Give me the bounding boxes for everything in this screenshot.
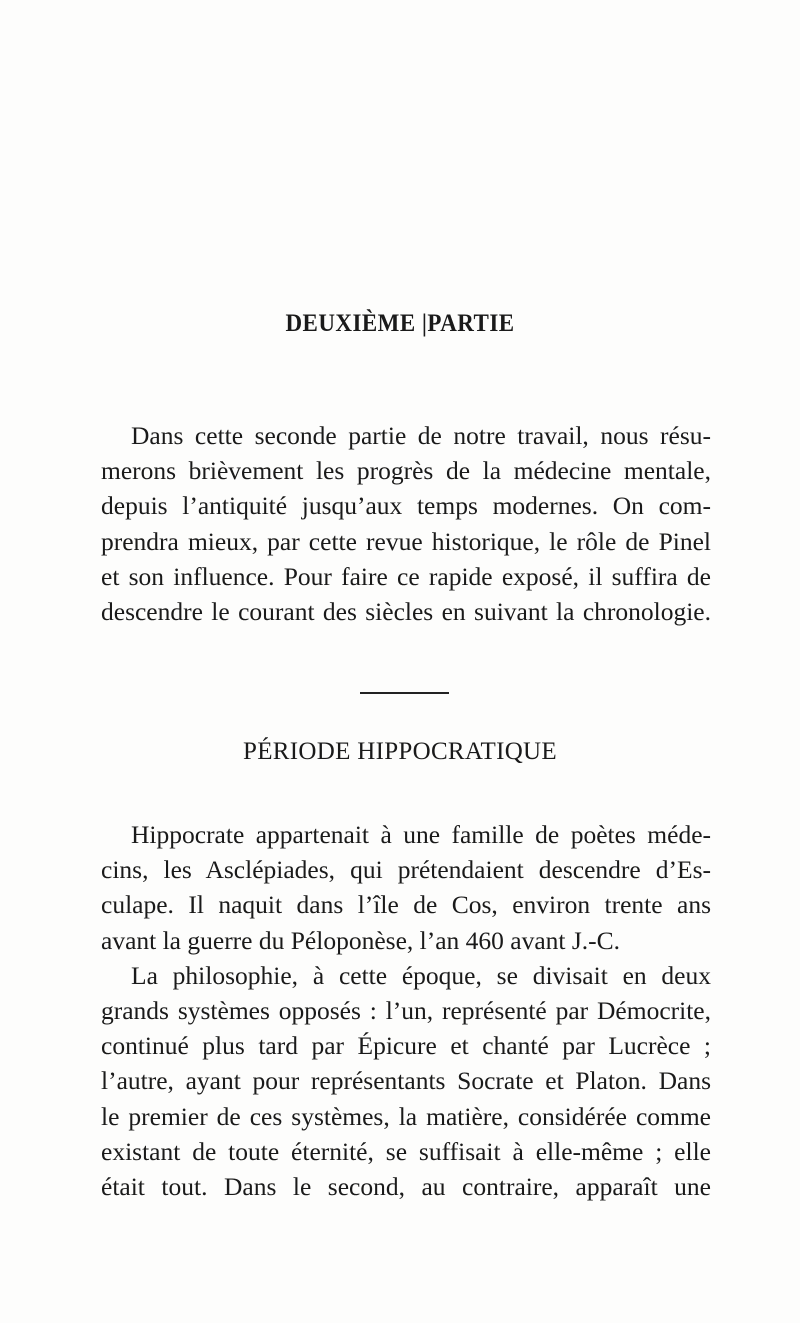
text-line: prendra mieux, par cette revue historique, le rôle de Pinel	[101, 526, 711, 556]
part-title: DEUXIÈME |PARTIE	[285, 310, 515, 337]
text-line: le premier de ces systèmes, la matière, considérée comme	[101, 1101, 711, 1131]
text-line: Hippocrate appartenait à une famille de poètes méde-	[131, 820, 711, 849]
text-line: culape. Il naquit dans l’île de Cos, environ trente ans	[101, 890, 711, 920]
text-line: grands systèmes opposés : l’un, représenté par Démocrite,	[101, 996, 711, 1026]
text-line: avant la guerre du Péloponèse, l’an 460 avant J.-C.	[101, 925, 621, 955]
section-divider	[360, 692, 449, 694]
text-line: était tout. Dans le second, au contraire, apparaît une	[101, 1172, 711, 1202]
text-line: Dans cette seconde partie de notre travail, nous résu-	[131, 421, 711, 450]
text-line: et son influence. Pour faire ce rapide exposé, il suffira de	[101, 561, 711, 591]
section-title: PÉRIODE HIPPOCRATIQUE	[243, 738, 557, 765]
text-line: existant de toute éternité, se suffisait à elle-même ; elle	[101, 1136, 711, 1166]
text-line: l’autre, ayant pour représentants Socrate et Platon. Dans	[101, 1066, 711, 1096]
text-line: continué plus tard par Épicure et chanté par Lucrèce ;	[101, 1031, 711, 1061]
text-line: La philosophie, à cette époque, se divisait en deux	[131, 960, 711, 990]
body-text	[101, 817, 711, 1204]
text-line: cins, les Asclépiades, qui prétendaient descendre d’Es-	[101, 855, 711, 885]
text-line: descendre le courant des siècles en suivant la chronologie.	[101, 597, 711, 627]
intro-paragraph	[101, 418, 711, 629]
text-line: depuis l’antiquité jusqu’aux temps modernes. On com-	[101, 491, 711, 521]
text-line: merons brièvement les progrès de la médecine mentale,	[101, 456, 711, 486]
